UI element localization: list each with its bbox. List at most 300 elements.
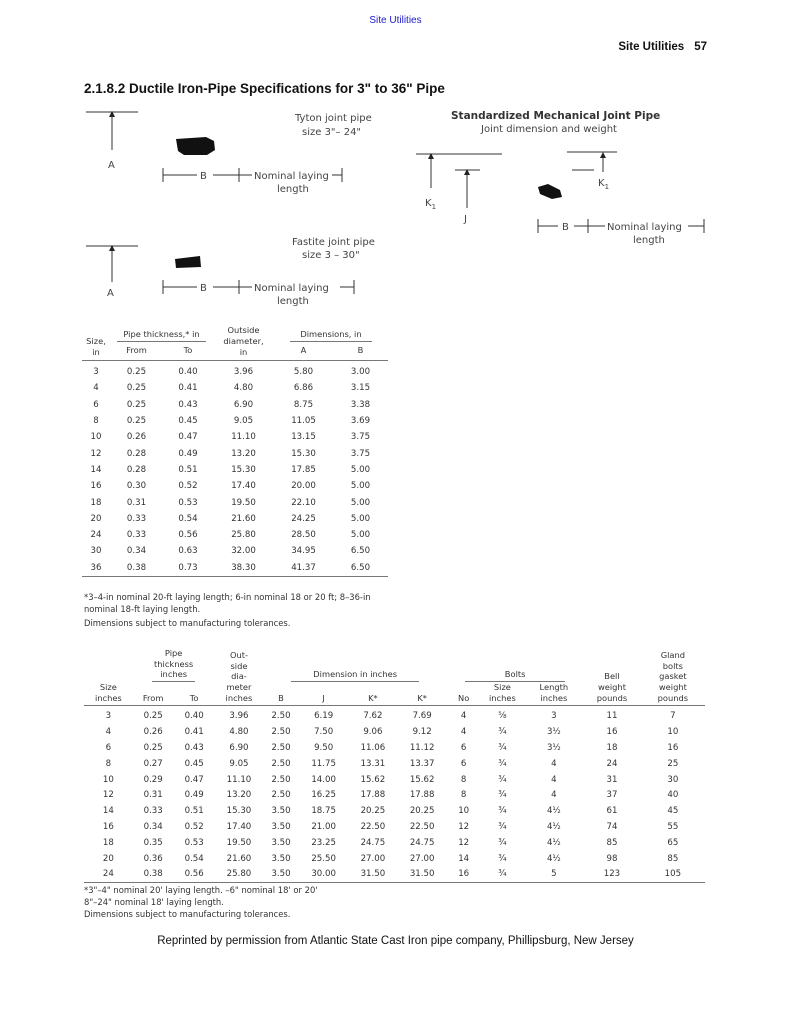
- table-cell: 9.06: [363, 727, 383, 738]
- table-cell: 0.53: [178, 497, 198, 508]
- nominal-label-fastite-2: length: [277, 296, 309, 307]
- table-cell: ¾: [498, 790, 507, 801]
- table-cell: 17.85: [291, 464, 316, 475]
- table-cell: 34.95: [291, 546, 316, 557]
- table-cell: 55: [667, 821, 679, 832]
- table-row: [84, 705, 705, 724]
- table-cell: 3.69: [350, 416, 371, 427]
- running-head: Site Utilities: [369, 15, 422, 26]
- table-cell: 0.34: [143, 821, 163, 832]
- table-cell: ¾: [498, 727, 507, 738]
- fastite-pipe-section: [175, 256, 201, 268]
- table-cell: 5.80: [293, 367, 314, 378]
- table-cell: 40: [667, 790, 679, 801]
- tyton-caption-2: size 3"– 24": [302, 127, 362, 138]
- table2-notes: [84, 884, 404, 920]
- table-cell: 3.50: [271, 869, 291, 880]
- table-cell: 30.00: [311, 869, 336, 880]
- table-cell: 4½: [546, 806, 561, 817]
- table-cell: 0.52: [184, 821, 204, 832]
- table-row: [84, 851, 705, 867]
- table-cell: 13.15: [291, 432, 316, 443]
- table-cell: 0.40: [184, 711, 204, 722]
- mechanical-joint-spec-table: [84, 648, 705, 883]
- table-cell: 8: [93, 416, 99, 427]
- table-cell: 3: [93, 367, 99, 378]
- table-cell: 4: [460, 711, 467, 722]
- table-row: [82, 527, 388, 543]
- table-cell: 0.25: [126, 367, 147, 378]
- table-cell: 16: [606, 727, 618, 738]
- table-cell: 0.27: [143, 758, 163, 769]
- table-cell: 3.75: [350, 448, 371, 459]
- table-cell: 18: [102, 837, 114, 848]
- table-cell: 2.50: [271, 711, 291, 722]
- table-cell: 0.34: [126, 546, 147, 557]
- nominal-label-mj-2: length: [633, 235, 665, 246]
- table-cell: 0.31: [143, 790, 163, 801]
- table-cell: 7.62: [363, 711, 383, 722]
- table-cell: 74: [606, 821, 618, 832]
- table-cell: 14: [102, 806, 114, 817]
- table-cell: 0.33: [143, 806, 163, 817]
- table-cell: 31.50: [360, 869, 386, 880]
- table-cell: 6.19: [314, 711, 334, 722]
- table-cell: 24: [90, 530, 102, 541]
- nominal-label-mj-1: Nominal laying: [607, 222, 682, 233]
- col-bolt-size: Size inches: [488, 682, 516, 703]
- table-cell: 38.30: [231, 562, 256, 573]
- table-cell: 7.69: [412, 711, 432, 722]
- table-cell: 30: [90, 546, 102, 557]
- table-cell: 0.73: [178, 562, 198, 573]
- tyton-pipe-section: [176, 137, 215, 155]
- table-cell: 2.50: [271, 790, 291, 801]
- table-cell: 2.50: [271, 743, 291, 753]
- table-cell: 4.80: [233, 383, 254, 394]
- table-cell: 0.28: [126, 464, 147, 475]
- table-cell: 24: [102, 869, 114, 880]
- label-j: J: [464, 214, 467, 225]
- col-j: J: [322, 692, 325, 703]
- table-cell: ⅝: [498, 711, 507, 722]
- table-row: [82, 361, 388, 381]
- table-cell: 25.80: [226, 869, 252, 880]
- table-cell: 0.41: [184, 727, 204, 738]
- table-cell: 18: [90, 497, 102, 508]
- table-cell: 0.54: [184, 853, 204, 864]
- table-cell: 14: [458, 853, 470, 864]
- table-cell: 0.36: [143, 853, 163, 864]
- table-cell: 0.47: [178, 432, 198, 443]
- table-cell: 3.00: [350, 367, 371, 378]
- table-cell: 8: [105, 758, 112, 769]
- table-cell: 11.10: [226, 774, 252, 785]
- table-cell: 0.54: [178, 513, 198, 524]
- table-cell: 0.26: [126, 432, 147, 443]
- nominal-label-tyton-1: Nominal laying: [254, 171, 329, 182]
- table-cell: 16: [102, 821, 114, 832]
- col-size: Size, in: [86, 336, 106, 357]
- table-row: [82, 380, 388, 396]
- table-cell: 123: [603, 869, 621, 880]
- table-cell: 0.49: [178, 448, 198, 459]
- table-row: [84, 866, 705, 882]
- table-cell: 85: [667, 853, 679, 864]
- table-cell: 8: [460, 774, 467, 785]
- table-cell: 17.88: [409, 790, 435, 801]
- pipe-joint-diagrams: [0, 100, 791, 310]
- table-row: [82, 560, 388, 577]
- table-cell: 6.50: [350, 562, 371, 573]
- table-cell: 22.10: [291, 497, 316, 508]
- table-cell: 20: [102, 853, 114, 864]
- table-cell: 31.50: [409, 869, 435, 880]
- table-cell: 7: [670, 711, 676, 722]
- table-cell: 4: [105, 727, 112, 738]
- col-dimension-group: Dimension in inches: [263, 648, 447, 682]
- table-cell: 105: [664, 869, 682, 880]
- table-cell: 17.40: [231, 481, 256, 492]
- table-cell: 9.50: [314, 743, 334, 753]
- table-cell: 10: [102, 774, 114, 785]
- table-cell: 17.40: [226, 821, 252, 832]
- table-cell: 0.56: [178, 530, 198, 541]
- table-cell: 24: [606, 758, 618, 769]
- table-cell: 13.20: [231, 448, 256, 459]
- table-cell: 25: [667, 758, 679, 769]
- table-cell: 0.63: [178, 546, 198, 557]
- table-row: [84, 835, 705, 851]
- table-cell: 3.50: [271, 806, 291, 817]
- col-bolt-length: Length inches: [539, 682, 569, 703]
- table-cell: 6.90: [233, 399, 254, 410]
- table-cell: 3: [105, 711, 112, 722]
- label-a-tyton: A: [108, 160, 115, 171]
- table-cell: 5.00: [350, 497, 371, 508]
- table-row: [82, 445, 388, 461]
- section-title: 2.1.8.2 Ductile Iron-Pipe Specifications for 3" to 36" Pipe: [84, 81, 445, 96]
- table-cell: 20.25: [360, 806, 386, 817]
- table-cell: 4: [551, 758, 557, 769]
- table-cell: 15.30: [231, 464, 256, 475]
- tyton-fastite-spec-table: [82, 325, 388, 577]
- mj-subtitle: Joint dimension and weight: [481, 124, 617, 135]
- table-cell: ¾: [498, 774, 507, 785]
- fastite-caption-1: Fastite joint pipe: [292, 237, 375, 248]
- table-cell: 2.50: [271, 758, 291, 769]
- table-cell: ¾: [498, 869, 507, 880]
- table-cell: 3.96: [233, 367, 254, 378]
- table-cell: 16: [667, 743, 679, 753]
- table-cell: 6.86: [293, 383, 314, 394]
- table-cell: 0.56: [184, 869, 204, 880]
- nominal-label-tyton-2: length: [277, 184, 309, 195]
- table-cell: 19.50: [226, 837, 252, 848]
- table-row: [82, 429, 388, 445]
- table-cell: 10: [90, 432, 102, 443]
- table-cell: 13.20: [226, 790, 252, 801]
- table-cell: 30: [667, 774, 679, 785]
- col-from: From: [126, 344, 147, 355]
- table-cell: 12: [458, 821, 470, 832]
- table-cell: 6.90: [229, 743, 249, 753]
- table-cell: 10: [667, 727, 679, 738]
- table-row: [82, 397, 388, 413]
- table-cell: 3.75: [350, 432, 371, 443]
- table-cell: 4: [93, 383, 99, 394]
- table-cell: ¾: [498, 758, 507, 769]
- col-dimensions: Dimensions, in: [274, 325, 388, 342]
- table-row: [82, 478, 388, 494]
- table-row: [82, 462, 388, 478]
- col-gland-weight: Gland bolts gasket weight pounds: [657, 650, 689, 703]
- table-cell: 10: [458, 806, 470, 817]
- table2-footnote-2: 8"–24" nominal 18' laying length.: [84, 897, 224, 907]
- table-cell: 20.00: [291, 481, 316, 492]
- table-cell: 6: [460, 743, 467, 753]
- table-cell: 37: [606, 790, 618, 801]
- table-row: [82, 413, 388, 429]
- table-cell: 41.37: [291, 562, 316, 573]
- table-cell: 4.80: [229, 727, 249, 738]
- table-cell: 11.75: [311, 758, 336, 769]
- table-row: [82, 511, 388, 527]
- table-cell: 0.38: [143, 869, 163, 880]
- col-pipe-thickness: Pipe thickness inches: [133, 648, 215, 682]
- table-cell: 28.50: [291, 530, 316, 541]
- table-row: [82, 543, 388, 559]
- tyton-caption-1: Tyton joint pipe: [295, 113, 372, 124]
- table-cell: 8.75: [293, 399, 314, 410]
- table-cell: 0.28: [126, 448, 147, 459]
- table-cell: 12: [90, 448, 102, 459]
- table-cell: 6: [93, 399, 99, 410]
- table-cell: 45: [667, 806, 679, 817]
- table-row: [84, 819, 705, 835]
- table-cell: 3.38: [350, 399, 371, 410]
- table-cell: 5.00: [350, 464, 371, 475]
- col-to: To: [189, 692, 199, 703]
- col-b: B: [278, 692, 284, 703]
- col-outside-diameter: Out- side dia- meter inches: [225, 650, 253, 703]
- table-cell: 6: [460, 758, 467, 769]
- col-pipe-thickness: Pipe thickness,* in: [110, 325, 213, 342]
- section-name: Site Utilities: [618, 41, 685, 53]
- table-cell: 0.51: [178, 464, 198, 475]
- table-cell: 15.30: [226, 806, 252, 817]
- table-row: [84, 772, 705, 788]
- table-cell: 11.06: [360, 743, 386, 753]
- table-cell: 0.25: [143, 711, 163, 722]
- label-k1-right: $K_1$: [598, 178, 610, 191]
- table-cell: 3.15: [350, 383, 371, 394]
- table-cell: 16: [90, 481, 102, 492]
- table-cell: 0.25: [126, 416, 147, 427]
- table1-tolerance-note: Dimensions subject to manufacturing tolerances.: [84, 618, 291, 628]
- table2-footnote-1: *3"–4" nominal 20' laying length. –6" nominal 18' or 20': [84, 885, 318, 895]
- reprint-credit: Reprinted by permission from Atlantic State Cast Iron pipe company, Phillipsburg, New Jersey: [157, 935, 634, 947]
- table-cell: ¾: [498, 837, 507, 848]
- table-cell: 7.50: [314, 727, 334, 738]
- table-cell: 0.45: [178, 416, 198, 427]
- table-cell: 0.35: [143, 837, 163, 848]
- table-cell: 0.33: [126, 513, 147, 524]
- table-cell: ¾: [498, 743, 507, 753]
- page-number: 57: [694, 41, 707, 53]
- table-cell: 0.47: [184, 774, 204, 785]
- table-cell: 0.43: [184, 743, 204, 753]
- table-cell: 11: [606, 711, 618, 722]
- mj-pipe-section: [538, 184, 562, 199]
- table-cell: 13.31: [360, 758, 386, 769]
- table-cell: 24.25: [291, 513, 316, 524]
- table-cell: 32.00: [231, 546, 256, 557]
- table-cell: 2.50: [271, 774, 291, 785]
- col-a: A: [300, 344, 307, 355]
- table-row: [84, 788, 705, 804]
- table-cell: 0.38: [126, 562, 147, 573]
- table-cell: 0.29: [143, 774, 163, 785]
- table-cell: 14: [90, 464, 102, 475]
- table-cell: 5.00: [350, 481, 371, 492]
- table-cell: 98: [606, 853, 618, 864]
- table-cell: 3½: [546, 743, 561, 753]
- table-cell: 17.88: [360, 790, 386, 801]
- table-cell: 18.75: [311, 806, 336, 817]
- table-cell: 13.37: [409, 758, 435, 769]
- table-cell: 3.96: [229, 711, 249, 722]
- table-cell: 11.05: [291, 416, 316, 427]
- table-cell: 4: [551, 790, 557, 801]
- table-cell: 15.62: [360, 774, 386, 785]
- table-row: [84, 803, 705, 819]
- table-cell: 25.50: [311, 853, 336, 864]
- col-to: To: [183, 344, 193, 355]
- table-cell: 27.00: [409, 853, 435, 864]
- table-cell: 0.25: [126, 383, 147, 394]
- table-cell: 5.00: [350, 513, 371, 524]
- table-cell: 65: [667, 837, 679, 848]
- nominal-label-fastite-1: Nominal laying: [254, 283, 329, 294]
- table-cell: 11.12: [409, 743, 435, 753]
- col-outside-diameter: Outside diameter, in: [223, 325, 264, 357]
- table-cell: 21.60: [231, 513, 256, 524]
- table-cell: 0.52: [178, 481, 198, 492]
- table1-notes: [84, 591, 394, 629]
- fastite-caption-2: size 3 – 30": [302, 250, 360, 261]
- table-cell: 0.51: [184, 806, 204, 817]
- table-cell: 0.53: [184, 837, 204, 848]
- table-cell: ¾: [498, 853, 507, 864]
- table-cell: 21.60: [226, 853, 252, 864]
- table-cell: 0.26: [143, 727, 163, 738]
- table-cell: 16: [458, 869, 470, 880]
- col-from: From: [142, 692, 164, 703]
- table-cell: 31: [606, 774, 618, 785]
- table-cell: 0.31: [126, 497, 147, 508]
- table-cell: ¾: [498, 821, 507, 832]
- table-cell: 2.50: [271, 727, 291, 738]
- table-cell: 4½: [546, 821, 561, 832]
- table-cell: 27.00: [360, 853, 386, 864]
- table-cell: 3.50: [271, 853, 291, 864]
- col-k2: K*: [417, 692, 427, 703]
- table-cell: 4: [460, 727, 467, 738]
- table-cell: 22.50: [360, 821, 386, 832]
- table-cell: 0.40: [178, 367, 198, 378]
- table-cell: 9.05: [229, 758, 249, 769]
- table-cell: 4½: [546, 837, 561, 848]
- table-cell: 11.10: [231, 432, 256, 443]
- label-b-fastite: B: [200, 283, 207, 294]
- table-row: [84, 740, 705, 756]
- table-cell: 3: [551, 711, 557, 722]
- table-cell: 4: [551, 774, 557, 785]
- table-cell: 0.25: [126, 399, 147, 410]
- table-cell: 21.00: [311, 821, 336, 832]
- table-cell: 24.75: [409, 837, 435, 848]
- table-cell: 85: [606, 837, 618, 848]
- table-cell: 15.30: [291, 448, 316, 459]
- col-b: B: [357, 344, 364, 355]
- table-cell: 23.25: [311, 837, 336, 848]
- table-cell: 0.45: [184, 758, 204, 769]
- table-cell: 19.50: [231, 497, 256, 508]
- label-b-mj: B: [562, 222, 569, 233]
- table-cell: 3½: [546, 727, 561, 738]
- table-cell: 25.80: [231, 530, 256, 541]
- table-cell: 24.75: [360, 837, 386, 848]
- label-k1-left: $K_1$: [425, 198, 437, 211]
- table-cell: 5.00: [350, 530, 371, 541]
- col-bolts-group: Bolts: [447, 648, 583, 682]
- table-cell: 16.25: [311, 790, 336, 801]
- table-row: [84, 756, 705, 772]
- col-bolt-no: No: [458, 692, 470, 703]
- table-cell: 22.50: [409, 821, 435, 832]
- table1-footnote: *3–4-in nominal 20-ft laying length; 6-in nominal 18 or 20 ft; 8–36-in nominal 18-ft laying length.: [84, 592, 371, 614]
- table-cell: ¾: [498, 806, 507, 817]
- page-header: [618, 41, 707, 53]
- table-cell: 61: [606, 806, 618, 817]
- table-cell: 12: [458, 837, 470, 848]
- col-bell-weight: Bell weight pounds: [596, 671, 628, 703]
- table-cell: 4½: [546, 853, 561, 864]
- table-cell: 9.12: [412, 727, 432, 738]
- label-b-tyton: B: [200, 171, 207, 182]
- table-cell: 9.05: [233, 416, 254, 427]
- table-cell: 0.49: [184, 790, 204, 801]
- col-k1: K*: [368, 692, 378, 703]
- mj-title: Standardized Mechanical Joint Pipe: [451, 110, 661, 122]
- table-row: [84, 724, 705, 740]
- table-cell: 0.25: [143, 743, 163, 753]
- table-cell: 6: [105, 743, 112, 753]
- table-cell: 36: [90, 562, 102, 573]
- table-cell: 15.62: [409, 774, 435, 785]
- table-cell: 18: [606, 743, 618, 753]
- table-cell: 20.25: [409, 806, 435, 817]
- table-cell: 14.00: [311, 774, 336, 785]
- table-cell: 6.50: [350, 546, 371, 557]
- table-row: [82, 494, 388, 510]
- col-size: Size inches: [94, 682, 122, 703]
- table-cell: 5: [551, 869, 557, 880]
- table-cell: 20: [90, 513, 102, 524]
- table-cell: 0.30: [126, 481, 147, 492]
- table-cell: 0.41: [178, 383, 198, 394]
